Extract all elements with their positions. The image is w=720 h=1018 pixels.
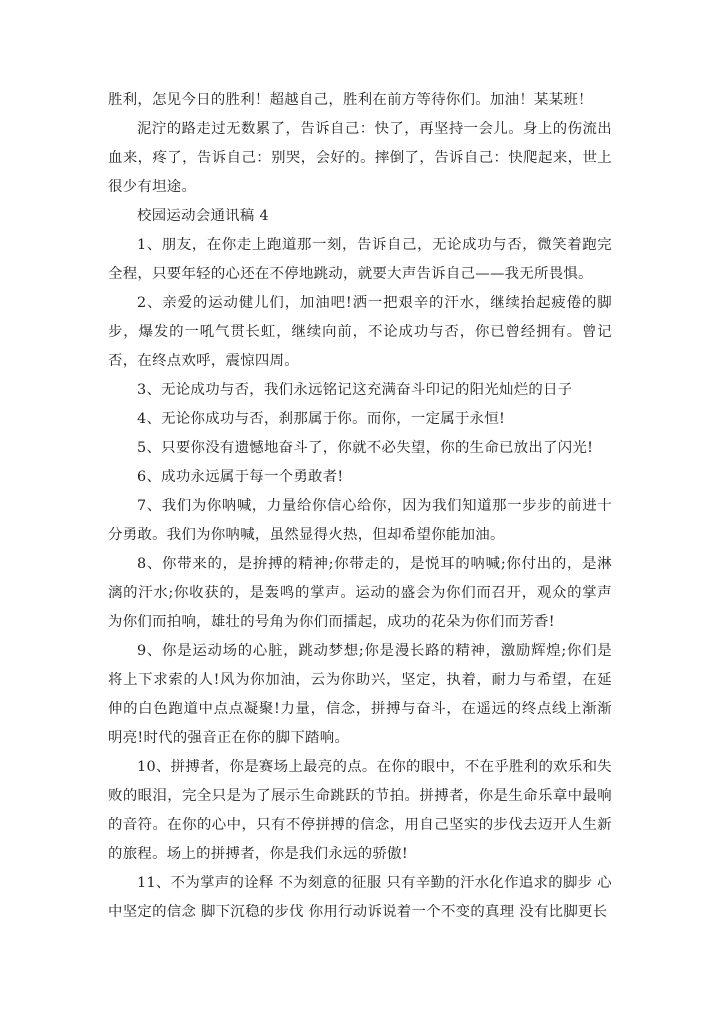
paragraph-item-3: 3、无论成功与否，我们永远铭记这充满奋斗印记的阳光灿烂的日子 <box>137 382 573 398</box>
section-heading: 校园运动会通讯稿 4 <box>137 208 269 224</box>
paragraph-item-11: 11、不为掌声的诠释 不为刻意的征服 只有辛勤的汗水化作追求的脚步 心中坚定的信念 脚下沉稳的步伐 你用行动诉说着一个不变的真理 没有比脚更长 <box>108 875 612 920</box>
paragraph-item-9: 9、你是运动场的心脏，跳动梦想;你是漫长路的精神，激励辉煌;你们是将上下求索的人!风为你加油，云为你助兴，坚定，执着，耐力与希望，在延伸的白色跑道中点点凝聚!力量，信念，拼搏与奋斗，在遥远的终点线上渐渐明亮!时代的强音正在你的脚下踏响。 <box>108 643 612 746</box>
document-body <box>108 86 612 927</box>
paragraph-item-7: 7、我们为你呐喊，力量给你信心给你，因为我们知道那一步步的前进十分勇敢。我们为你呐喊，虽然显得火热，但却希望你能加油。 <box>108 498 612 543</box>
paragraph-item-2: 2、亲爱的运动健儿们，加油吧!洒一把艰辛的汗水，继续抬起疲倦的脚步，爆发的一吼气贯长虹，继续向前，不论成功与否，你已曾经拥有。曾记否，在终点欢呼，震惊四周。 <box>108 295 612 369</box>
paragraph-item-5: 5、只要你没有遗憾地奋斗了，你就不必失望，你的生命已放出了闪光! <box>137 440 594 456</box>
paragraph-item-6: 6、成功永远属于每一个勇敢者! <box>137 469 344 485</box>
paragraph-closing-cheer: 胜利，怎见今日的胜利！超越自己，胜利在前方等待你们。加油！某某班！ <box>108 92 593 108</box>
paragraph-item-10: 10、拼搏者，你是赛场上最亮的点。在你的眼中，不在乎胜利的欢乐和失败的眼泪，完全只是为了展示生命跳跃的节拍。拼搏者，你是生命乐章中最响的音符。在你的心中，只有不停拼搏的信念，用自己坚实的步伐去迈开人生新的旅程。场上的拼搏者，你是我们永远的骄傲! <box>108 759 612 862</box>
paragraph-item-8: 8、你带来的，是拚搏的精神;你带走的，是悦耳的呐喊;你付出的，是淋漓的汗水;你收获的，是轰鸣的掌声。运动的盛会为你们而召开，观众的掌声为你们而拍响，雄壮的号角为你们而擂起，成功的花朵为你们而芳香! <box>108 556 612 630</box>
paragraph-item-1: 1、朋友，在你走上跑道那一刻，告诉自己，无论成功与否，微笑着跑完全程，只要年轻的心还在不停地跳动，就要大声告诉自己——我无所畏惧。 <box>108 237 612 282</box>
paragraph-muddy-road: 泥泞的路走过无数累了，告诉自己：快了，再坚持一会儿。身上的伤流出血来，疼了，告诉自己：别哭，会好的。摔倒了，告诉自己：快爬起来，世上很少有坦途。 <box>108 121 612 195</box>
paragraph-item-4: 4、无论你成功与否，刹那属于你。而你，一定属于永恒! <box>137 411 506 427</box>
